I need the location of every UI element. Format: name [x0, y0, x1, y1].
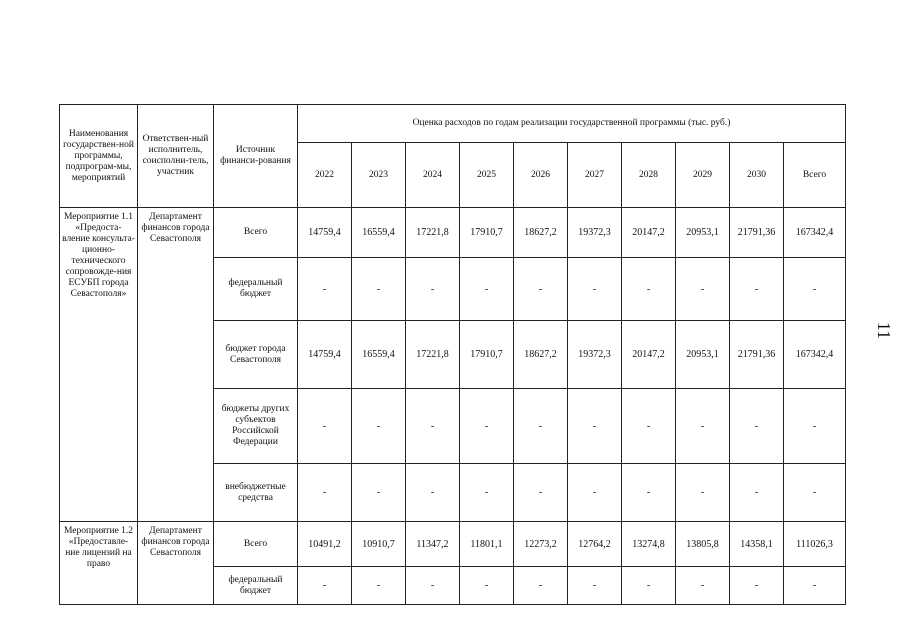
- value-cell: 20147,2: [622, 321, 676, 389]
- source-cell: Всего: [214, 522, 298, 567]
- value-cell: -: [514, 464, 568, 522]
- value-cell: -: [460, 258, 514, 321]
- value-cell: -: [352, 567, 406, 605]
- value-cell: -: [568, 567, 622, 605]
- value-cell: -: [406, 389, 460, 464]
- value-cell: -: [406, 464, 460, 522]
- year-cell: 2028: [622, 143, 676, 208]
- source-cell: федеральный бюджет: [214, 258, 298, 321]
- year-cell: 2027: [568, 143, 622, 208]
- source-cell: бюджет города Севастополя: [214, 321, 298, 389]
- total-value-cell: -: [784, 258, 846, 321]
- value-cell: -: [676, 464, 730, 522]
- value-cell: 16559,4: [352, 321, 406, 389]
- table-row: [60, 522, 846, 567]
- responsible-cell: Департамент финансов города Севастополя: [138, 208, 214, 522]
- value-cell: 20147,2: [622, 208, 676, 258]
- value-cell: -: [730, 389, 784, 464]
- value-cell: 20953,1: [676, 321, 730, 389]
- value-cell: -: [298, 258, 352, 321]
- value-cell: 14759,4: [298, 208, 352, 258]
- value-cell: -: [352, 258, 406, 321]
- value-cell: -: [406, 567, 460, 605]
- value-cell: 11347,2: [406, 522, 460, 567]
- value-cell: 21791,36: [730, 321, 784, 389]
- value-cell: -: [298, 567, 352, 605]
- value-cell: -: [514, 389, 568, 464]
- value-cell: -: [730, 567, 784, 605]
- value-cell: -: [460, 567, 514, 605]
- value-cell: -: [298, 464, 352, 522]
- value-cell: 16559,4: [352, 208, 406, 258]
- value-cell: 13805,8: [676, 522, 730, 567]
- value-cell: 10910,7: [352, 522, 406, 567]
- value-cell: 17910,7: [460, 321, 514, 389]
- value-cell: -: [460, 464, 514, 522]
- source-cell: федеральный бюджет: [214, 567, 298, 605]
- year-cell: 2023: [352, 143, 406, 208]
- value-cell: -: [730, 258, 784, 321]
- value-cell: -: [514, 258, 568, 321]
- value-cell: 20953,1: [676, 208, 730, 258]
- value-cell: -: [676, 567, 730, 605]
- page-number: 11: [874, 321, 895, 340]
- year-cell: 2024: [406, 143, 460, 208]
- measure-name-cell: Мероприятие 1.1 «Предоста-вление консульта-ционно-технического сопровожде-ния ЕСУБП города Севастополя»: [60, 208, 138, 522]
- value-cell: 17910,7: [460, 208, 514, 258]
- value-cell: 10491,2: [298, 522, 352, 567]
- value-cell: -: [622, 464, 676, 522]
- value-cell: 11801,1: [460, 522, 514, 567]
- value-cell: -: [298, 389, 352, 464]
- year-cell: 2022: [298, 143, 352, 208]
- value-cell: -: [730, 464, 784, 522]
- total-value-cell: -: [784, 567, 846, 605]
- value-cell: 14358,1: [730, 522, 784, 567]
- total-value-cell: -: [784, 464, 846, 522]
- total-value-cell: 167342,4: [784, 321, 846, 389]
- value-cell: 21791,36: [730, 208, 784, 258]
- source-cell: внебюджетные средства: [214, 464, 298, 522]
- header-name-cell: Наименования государствен-ной программы, подпрограм-мы, мероприятий: [60, 105, 138, 208]
- total-header-cell: Всего: [784, 143, 846, 208]
- value-cell: -: [676, 258, 730, 321]
- year-cell: 2030: [730, 143, 784, 208]
- value-cell: -: [514, 567, 568, 605]
- value-cell: -: [352, 464, 406, 522]
- total-value-cell: 167342,4: [784, 208, 846, 258]
- value-cell: 18627,2: [514, 321, 568, 389]
- value-cell: 17221,8: [406, 321, 460, 389]
- total-value-cell: -: [784, 389, 846, 464]
- value-cell: -: [460, 389, 514, 464]
- value-cell: -: [676, 389, 730, 464]
- year-cell: 2025: [460, 143, 514, 208]
- value-cell: -: [568, 258, 622, 321]
- measure-name-cell: Мероприятие 1.2 «Предоставле-ние лицензий на право: [60, 522, 138, 605]
- value-cell: -: [622, 258, 676, 321]
- value-cell: 13274,8: [622, 522, 676, 567]
- value-cell: 17221,8: [406, 208, 460, 258]
- year-cell: 2029: [676, 143, 730, 208]
- table-row: [60, 208, 846, 258]
- year-cell: 2026: [514, 143, 568, 208]
- value-cell: -: [568, 389, 622, 464]
- source-cell: Всего: [214, 208, 298, 258]
- value-cell: -: [406, 258, 460, 321]
- budget-table: [59, 104, 846, 605]
- value-cell: -: [622, 389, 676, 464]
- value-cell: 19372,3: [568, 321, 622, 389]
- value-cell: -: [352, 389, 406, 464]
- source-cell: бюджеты других субъектов Российской Федерации: [214, 389, 298, 464]
- value-cell: 18627,2: [514, 208, 568, 258]
- value-cell: -: [622, 567, 676, 605]
- value-cell: 19372,3: [568, 208, 622, 258]
- value-cell: 14759,4: [298, 321, 352, 389]
- value-cell: 12273,2: [514, 522, 568, 567]
- value-cell: -: [568, 464, 622, 522]
- header-source-cell: Источник финанси-рования: [214, 105, 298, 208]
- value-cell: 12764,2: [568, 522, 622, 567]
- total-value-cell: 111026,3: [784, 522, 846, 567]
- header-responsible-cell: Ответствен-ный исполнитель, соисполни-тель, участник: [138, 105, 214, 208]
- responsible-cell: Департамент финансов города Севастополя: [138, 522, 214, 605]
- header-estimate-cell: Оценка расходов по годам реализации государственной программы (тыс. руб.): [298, 105, 846, 143]
